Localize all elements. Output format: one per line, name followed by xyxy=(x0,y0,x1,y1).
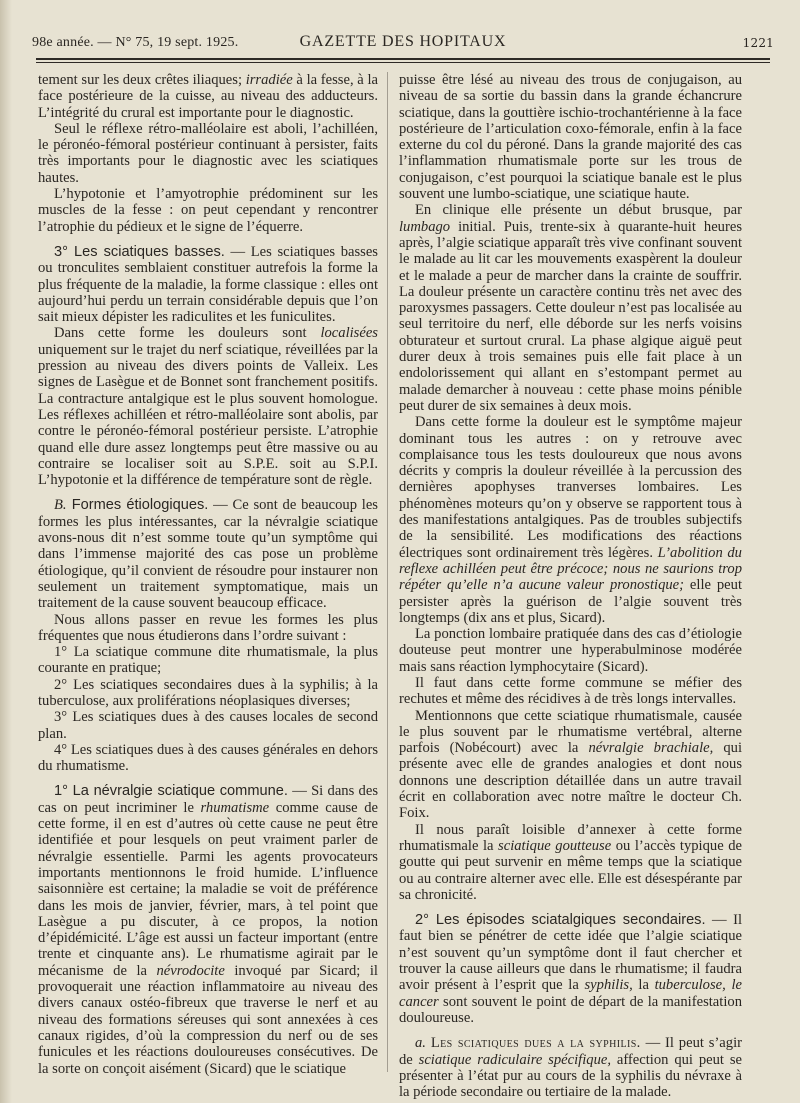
section-paragraph: a. Les sciatiques dues a la syphilis. — Il peut s’agir de sciatique radiculaire spécifique, affection qui peut se présenter à l’état pur au cours de la syphilis du névraxe à la période secondaire ou tertiaire de la malade. xyxy=(399,1035,742,1101)
paragraph: Dans cette forme la douleur est le symptôme majeur dominant tous les autres : on y retrouve avec complaisance tous les tests douloureux que nous avons décrits y compris la douleur réveillée à la percussion des dernières apophyses tranverses lombaires. Les phénomènes moteurs qu’on y observe se rapportent tous à des manifestations antalgiques. Pas de troubles subjectifs de la sensibilité. Les modifications des réactions électriques sont ordinairement très légères. L’abolition du reflexe achilléen peut être précoce; nous ne saurions trop répéter qu’elle n’a aucune valeur pronostique; elle peut persister après la guérison de l’algie souvent très longtemps (dix ans et plus, Sicard). xyxy=(399,414,742,626)
paragraph: Il nous paraît loisible d’annexer à cette forme rhumatismale la sciatique goutteuse ou l’accès typique de goutte qui peut survenir en même temps que la sciatique ou au contraire alterner avec elle. Elle est désespérante par sa chronicité. xyxy=(399,821,742,903)
paragraph: Seul le réflexe rétro-malléolaire est aboli, l’achilléen, le péronéo-fémoral postérieur continuant à persister, faits très importants pour le diagnostic avec les sciatiques hautes. xyxy=(38,120,378,186)
list-item: 4° Les sciatiques dues à des causes générales en dehors du rhumatisme. xyxy=(38,741,378,775)
section-paragraph: B. Formes étiologiques. — Ce sont de beaucoup les formes les plus intéressantes, car la névralgie sciatique avons-nous dit n’est somme toute qu’un symptôme qui dans l’immense majorité des cas pose un problème étiologique, qu’il convient de résoudre pour instaurer non seulement un traitement symptomatique, mais un traitement de la cause souvent beaucoup efficace. xyxy=(38,497,378,612)
paragraph: La ponction lombaire pratiquée dans des cas d’étiologie douteuse peut montrer une hyperabulminose modérée mais sans réaction lymphocytaire (Sicard). xyxy=(399,626,742,675)
page-number: 1221 xyxy=(742,36,774,50)
paragraph: tement sur les deux crêtes iliaques; irradiée à la fesse, à la face postérieure de la cuisse, au niveau des adducteurs. L’intégrité du crural est importante pour le diagnostic. xyxy=(38,72,378,121)
page-binding-shadow xyxy=(0,0,12,1103)
right-column xyxy=(399,72,742,1100)
paragraph: L’hypotonie et l’amyotrophie prédominent sur les muscles de la fesse : on peut cependant y rencontrer l’atrophie du pédieux et le signe de l’équerre. xyxy=(38,186,378,235)
header-rule-thin xyxy=(36,62,770,63)
section-paragraph: 1° La névralgie sciatique commune. — Si dans des cas on peut incriminer le rhumatisme comme cause de cette forme, il en est d’autres où cette cause ne peut être identifiée et pour lesquels on peut vraiment parler de névralgie essentielle. Parmi les agents provocateurs importants mentionnons le froid humide. L’influence saisonnière est certaine; la maladie se voit de préférence dans les mois de janvier, février, mars, à tel point que Lasègue a pu discuter, à ce propos, la notion d’épidémicité. L’âge est aussi un facteur important (entre trente et cinquante ans). Le rhumatisme agirait par le mécanisme de la névrodocite invoqué par Sicard; il provoquerait une réaction inflammatoire au niveau des divers canaux ostéo-fibreux que traverse le nerf et au niveau des formations séreuses qui sont annexées à ces canaux rigides, d’où la compression du nerf ou de ses funicules et les réactions douloureuses consécutives. De la sorte on conçoit aisément (Sicard) que le sciatique xyxy=(38,783,379,1077)
list-item: 3° Les sciatiques dues à des causes locales de second plan. xyxy=(38,709,378,742)
paragraph: puisse être lésé au niveau des trous de conjugaison, au niveau de sa sortie du bassin dans la grande échancrure sciatique, dans la gouttière ischio-trochantérienne à la face postérieure de l’articulation coxo-fémorale, enfin à la face externe du col du péroné. Dans la grande majorité des cas l’inflammation rhumatismale porte sur les trous de conjugaison, c’est pourquoi la sciatique banale est le plus souvent une lumbo-sciatique, une sciatique haute. xyxy=(399,72,742,203)
journal-title: GAZETTE DES HOPITAUX xyxy=(299,33,507,50)
paragraph: Il faut dans cette forme commune se méfier des rechutes et même des récidives à de très longs intervalles. xyxy=(399,674,742,708)
section-paragraph: 3° Les sciatiques basses. — Les sciatiques basses ou tronculites semblaient constituer autrefois la forme la plus fréquente de la maladie, la forme classique : elles ont aujourd’hui perdu un terrain considérable depuis que l’on sait mieux dépister les radiculites et les funiculites. xyxy=(38,243,378,326)
left-column xyxy=(38,72,378,1077)
section-paragraph: 2° Les épisodes sciatalgiques secondaires. — Il faut bien se pénétrer de cette idée que l’algie sciatique n’est souvent qu’un symptôme dont il faut chercher et trouver la cause ailleurs que dans le rhumatisme; il faudra avoir présent à l’esprit que la syphilis, la tuberculose, le cancer sont souvent le point de départ de la manifestation douloureuse. xyxy=(399,912,743,1026)
header-rule-thick xyxy=(36,58,770,60)
running-header xyxy=(32,33,774,55)
section-heading: 1° La névralgie sciatique commune. xyxy=(54,783,288,800)
paragraph: Mentionnons que cette sciatique rhumatismale, causée le plus souvent par le rhumatisme vertébral, alterne parfois (Nobécourt) avec la névralgie brachiale, qui présente avec elle de grandes analogies et dont nous donnons une description détaillée dans un autre travail écrit en collaboration avec notre maître le docteur Ch. Foix. xyxy=(399,707,743,822)
section-heading: 3° Les sciatiques basses. xyxy=(54,243,225,260)
subsection-heading: Les sciatiques dues a la syphilis. xyxy=(430,1035,641,1052)
paragraph: En clinique elle présente un début brusque, par lumbago initial. Puis, trente-six à quarante-huit heures après, l’algie sciatique apparaît très vive confinant souvent le malade au lit car les mouvements exaspèrent la douleur et le malade a peur de marcher dans la crainte de souffrir. La douleur présente un caractère continu très net avec des paroxysmes passagers. Cette douleur n’est pas localisée au seul territoire du nerf, elle déborde sur les nerfs voisins obturateur et surtout crural. La phase algique aiguë peut durer deux à trois semaines puis elle fait place à un endolorissement qui allant en s’estompant permet au malade demarcher à nouveau : cette phase moins pénible peut durer de six semaines à deux mois. xyxy=(399,202,742,414)
list-item: 1° La sciatique commune dite rhumatismale, la plus courante en pratique; xyxy=(38,644,378,677)
column-divider xyxy=(387,72,388,1072)
section-heading: Formes étiologiques. xyxy=(66,497,209,514)
issue-info: 98e année. — N° 75, 19 sept. 1925. xyxy=(32,35,239,50)
list-item: 2° Les sciatiques secondaires dues à la syphilis; à la tuberculose, aux proliférations néoplasiques diverses; xyxy=(38,676,378,709)
paragraph: Nous allons passer en revue les formes les plus fréquentes que nous étudierons dans l’ordre suivant : xyxy=(38,611,378,644)
paragraph: Dans cette forme les douleurs sont localisées uniquement sur le trajet du nerf sciatique, réveillées par la pression au niveau des divers points de Valleix. Les signes de Lasègue et de Bonnet sont franchement positifs. La contracture antalgique est le plus souvent homologue. Les réflexes achilléen et rétro-malléolaire sont abolis, par contre le péronéo-fémoral postérieur persiste. L’atrophie quand elle dure assez longtemps peut être massive ou au contraire se localiser soit au S.P.E. soit au S.P.I. L’hypotonie et la différence de température sont de règle. xyxy=(38,325,378,489)
section-heading: 2° Les épisodes sciatalgiques secondaires. xyxy=(415,912,706,929)
